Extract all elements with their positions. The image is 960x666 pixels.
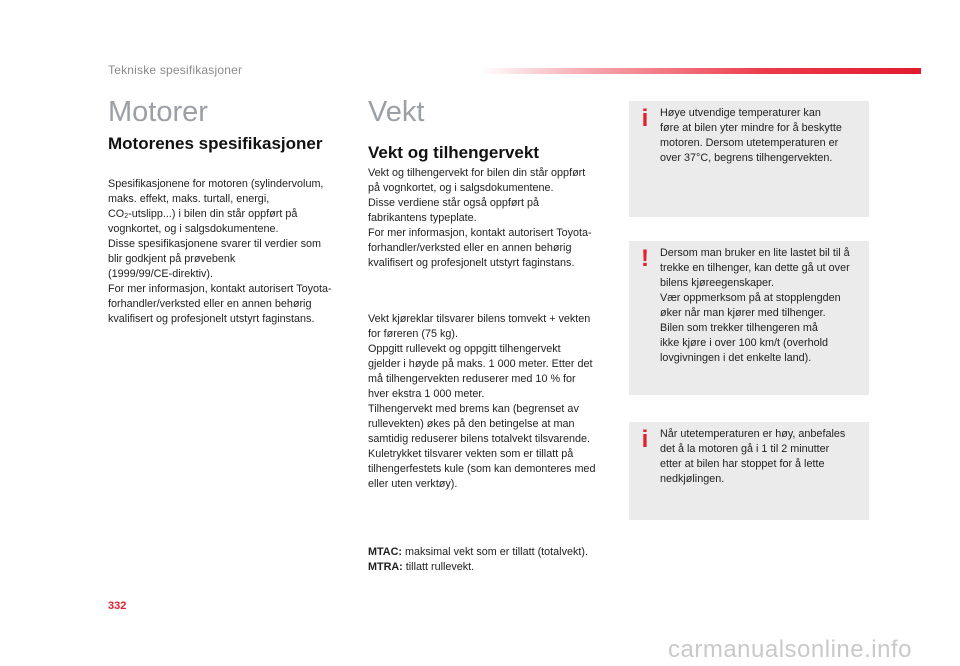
text-line: Dersom man bruker en lite lastet bil til å [660, 247, 850, 259]
co2-subscript: 2 [124, 213, 129, 220]
text-line: samtidig reduserer bilens totalvekt tilsvarende. [368, 433, 591, 445]
text-line: hver ekstra 1 000 meter. [368, 388, 485, 400]
text-line: Disse verdiene står også oppført på [368, 197, 540, 209]
text-line: tilhengerfestets kule (som kan demonteres med [368, 463, 596, 475]
motorer-title: Motorer [108, 96, 208, 128]
text-line: trekke en tilhenger, kan dette gå ut over [660, 262, 850, 274]
text-line: kvalifisert og profesjonelt utstyrt faginstans. [108, 313, 315, 325]
text-line: forhandler/verksted eller en annen behørig [368, 242, 572, 254]
text-line: etter at bilen har stoppet for å lette [660, 458, 825, 470]
text-line: det å la motoren gå i 1 til 2 minutter [660, 443, 830, 455]
text-line: på vognkortet, og i salgsdokumentene. [368, 182, 554, 194]
motor-spec-subtitle: Motorenes spesifikasjoner [108, 134, 323, 153]
section-header: Tekniske spesifikasjoner [108, 63, 243, 77]
text-line: bilens kjøreegenskaper. [660, 277, 775, 289]
definition-mtra [368, 560, 613, 575]
term-text: tillatt rullevekt. [402, 561, 475, 573]
text-line: over 37°C, begrens tilhengervekten. [660, 152, 833, 164]
motor-spec-text [108, 177, 353, 327]
info-card-engine-cooling [629, 422, 869, 520]
text-line: Når utetemperaturen er høy, anbefales [660, 428, 846, 440]
info-icon: i [641, 105, 649, 132]
term-label: MTAC: [368, 546, 402, 558]
page-number: 332 [108, 600, 127, 612]
info-card-high-temperature [629, 101, 869, 217]
abbreviation-definitions [368, 545, 613, 575]
text-fragment: -utslipp...) i bilen din står oppført på [128, 208, 298, 220]
card-text [660, 246, 865, 366]
text-line: gjelder i høyde på maks. 1 000 meter. Etter det [368, 358, 593, 370]
text-line: vognkortet, og i salgsdokumentene. [108, 223, 279, 235]
co2-label: CO [108, 208, 125, 220]
text-line: øker når man kjører med tilhenger. [660, 307, 826, 319]
info-icon: i [641, 426, 649, 453]
text-line: Spesifikasjonene for motoren (sylindervolum, [108, 178, 324, 190]
text-line: for føreren (75 kg). [368, 328, 459, 340]
text-line: For mer informasjon, kontakt autorisert Toyota- [108, 283, 332, 295]
watermark: carmanualsonline.info [668, 636, 912, 663]
card-text [660, 427, 865, 487]
text-line: rullevekten) økes på den betingelse at man [368, 418, 575, 430]
term-text: maksimal vekt som er tillatt (totalvekt). [401, 546, 588, 558]
text-line: fabrikantens typeplate. [368, 212, 477, 224]
text-line: må tilhengervekten reduserer med 10 % for [368, 373, 576, 385]
text-line: For mer informasjon, kontakt autorisert Toyota- [368, 227, 592, 239]
vekt-para-1 [368, 166, 613, 271]
warning-icon: ! [641, 245, 649, 272]
text-line: Vekt kjøreklar tilsvarer bilens tomvekt + vekten [368, 313, 591, 325]
text-line: Kuletrykket tilsvarer vekten som er tillatt på [368, 448, 574, 460]
text-line: Tilhengervekt med brems kan (begrenset av [368, 403, 579, 415]
vekt-para-2 [368, 312, 613, 492]
text-line: Vekt og tilhengervekt for bilen din står oppført [368, 167, 586, 179]
card-text [660, 106, 865, 166]
text-line: forhandler/verksted eller en annen behørig [108, 298, 312, 310]
term-label: MTRA: [368, 561, 403, 573]
text-line: ikke kjøre i over 100 km/t (overhold [660, 337, 829, 349]
warning-card-trailer [629, 241, 869, 395]
text-line: lovgivningen i det enkelte land). [660, 352, 812, 364]
text-line: Vær oppmerksom på at stopplengden [660, 292, 841, 304]
text-line: Oppgitt rullevekt og oppgitt tilhengervekt [368, 343, 561, 355]
text-line: Høye utvendige temperaturer kan [660, 107, 821, 119]
vekt-title: Vekt [368, 96, 425, 128]
text-line: maks. effekt, maks. turtall, energi, [108, 193, 270, 205]
text-line: eller uten verktøy). [368, 478, 458, 490]
text-line: (1999/99/CE-direktiv). [108, 268, 214, 280]
text-line [108, 207, 353, 222]
text-line: kvalifisert og profesjonelt utstyrt faginstans. [368, 257, 575, 269]
header-accent-bar [480, 68, 921, 74]
text-line: Disse spesifikasjonene svarer til verdier som [108, 238, 322, 250]
text-line: Bilen som trekker tilhengeren må [660, 322, 818, 334]
text-line: nedkjølingen. [660, 473, 725, 485]
text-line: blir godkjent på prøvebenk [108, 253, 236, 265]
text-line: føre at bilen yter mindre for å beskytte [660, 122, 842, 134]
text-line: motoren. Dersom utetemperaturen er [660, 137, 839, 149]
definition-mtac [368, 545, 613, 560]
vekt-subtitle: Vekt og tilhengervekt [368, 143, 539, 162]
